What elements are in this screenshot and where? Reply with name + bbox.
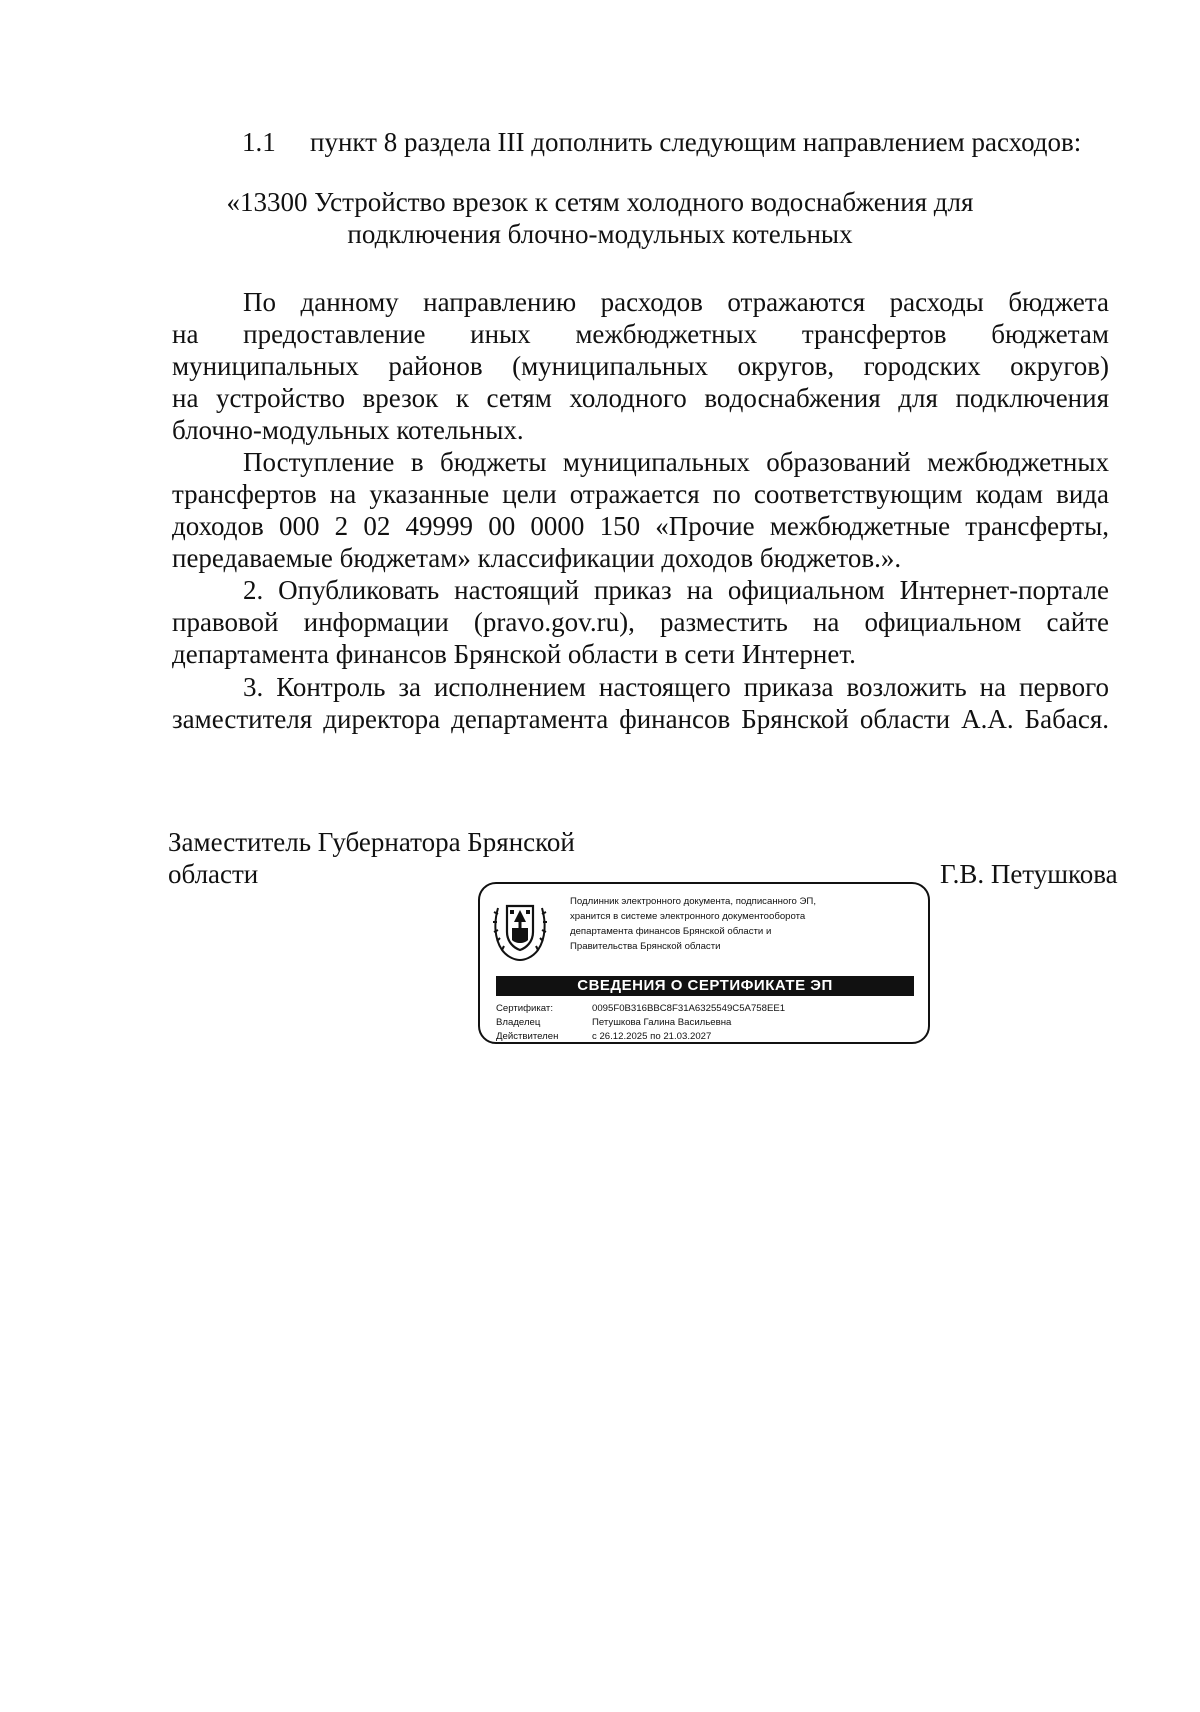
item-text: пункт 8 раздела III дополнить следующим направлением расходов: (310, 127, 1082, 157)
signer-name: Г.В. Петушкова (940, 859, 1118, 889)
validity-value: с 26.12.2025 по 21.03.2027 (592, 1031, 712, 1042)
paragraph-3-line: 2. Опубликовать настоящий приказ на официальном Интернет-портале (243, 575, 1109, 605)
paragraph-1-line: муниципальных районов (муниципальных округов, городских округов) (172, 351, 1109, 381)
stamp-header-text (570, 894, 922, 954)
validity-label: Действителен (496, 1031, 559, 1042)
code-heading-line1: «13300 Устройство врезок к сетям холодного водоснабжения для (226, 187, 974, 217)
paragraph-1-line: блочно-модульных котельных. (172, 415, 524, 445)
electronic-signature-stamp (478, 882, 930, 1044)
certificate-value: 0095F0B316BBC8F31A6325549C5A758EE1 (592, 1003, 786, 1014)
paragraph-1-line: на предоставление иных межбюджетных трансфертов бюджетам (172, 319, 1109, 349)
paragraph-1-line: По данному направлению расходов отражаются расходы бюджета (243, 287, 1109, 317)
stamp-header-line: Подлинник электронного документа, подписанного ЭП, (570, 896, 816, 907)
certificate-label: Сертификат: (496, 1003, 553, 1014)
paragraph-2-line: трансфертов на указанные цели отражается по соответствующим кодам вида (172, 479, 1109, 509)
stamp-header-line: департамента финансов Брянской области и (570, 926, 772, 937)
coat-of-arms-icon (492, 898, 548, 962)
stamp-header-line: Правительства Брянской области (570, 941, 721, 952)
stamp-certificate-title: СВЕДЕНИЯ О СЕРТИФИКАТЕ ЭП (496, 976, 914, 996)
signer-position-line1: Заместитель Губернатора Брянской (168, 827, 575, 857)
item-number: 1.1 (242, 127, 276, 157)
paragraph-3-line: правовой информации (pravo.gov.ru), разместить на официальном сайте (172, 607, 1109, 637)
paragraph-2-line: доходов 000 2 02 49999 00 0000 150 «Прочие межбюджетные трансферты, (172, 511, 1109, 541)
code-heading-line2: подключения блочно-модульных котельных (347, 219, 853, 249)
owner-value: Петушкова Галина Васильевна (592, 1017, 732, 1028)
paragraph-2-line: передаваемые бюджетам» классификации доходов бюджетов.». (172, 543, 902, 573)
paragraph-3-line: департамента финансов Брянской области в сети Интернет. (172, 639, 856, 669)
paragraph-2-line: Поступление в бюджеты муниципальных образований межбюджетных (243, 447, 1109, 477)
paragraph-4-line: 3. Контроль за исполнением настоящего приказа возложить на первого (243, 672, 1109, 702)
paragraph-4-line: заместителя директора департамента финансов Брянской области А.А. Бабася. (172, 704, 1109, 734)
signer-position-line2: области (168, 859, 259, 889)
stamp-header-line: хранится в системе электронного документооборота (570, 911, 806, 922)
owner-label: Владелец (496, 1017, 541, 1028)
paragraph-1-line: на устройство врезок к сетям холодного водоснабжения для подключения (172, 383, 1109, 413)
